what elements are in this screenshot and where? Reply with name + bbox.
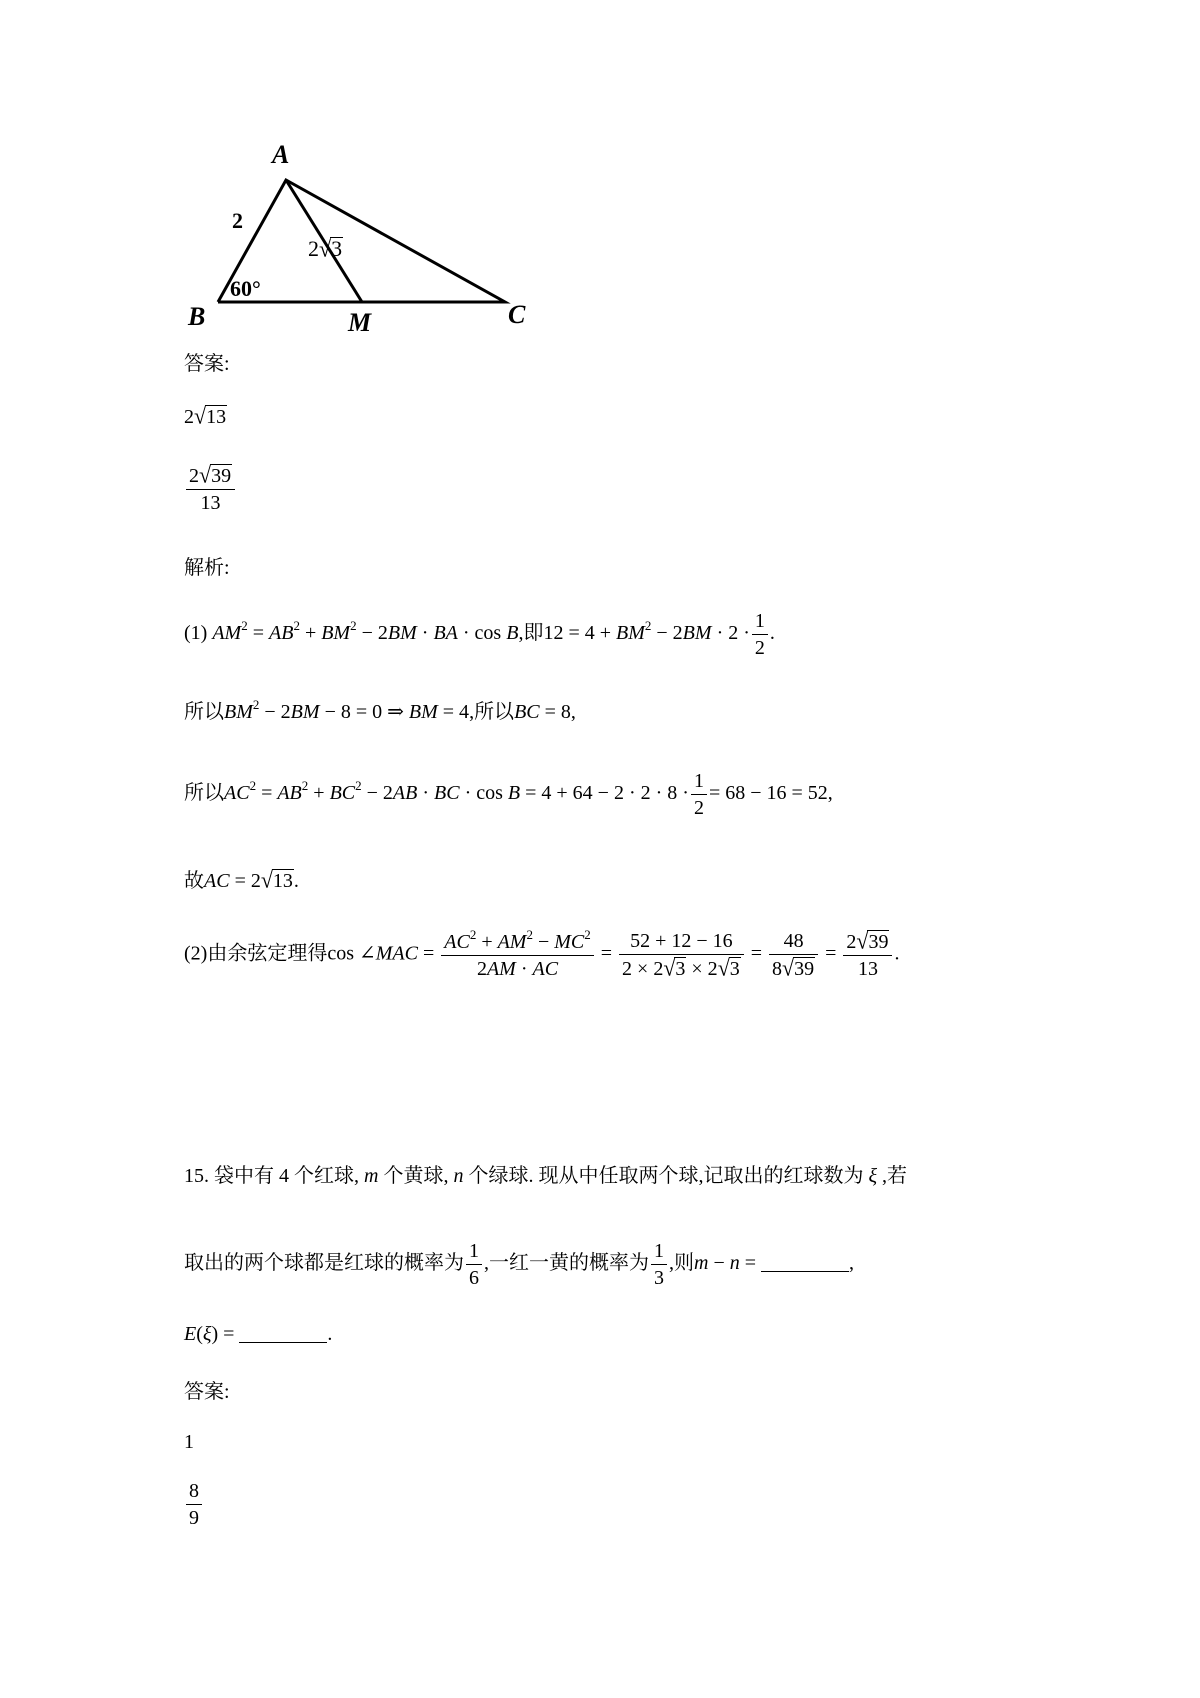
vertex-label-A: A: [272, 140, 290, 169]
q14-step-1: (1) $AM^2 = AB^2 + BM^2 - 2BM$ · BA · cos B,即$12 = 4 + BM^2 - 2BM \cdot 2$ · $\frac{1}{2}$ .: [184, 610, 775, 659]
step2-mid: ,所以: [469, 701, 515, 723]
vertex-label-B: B: [188, 302, 206, 331]
cos-fraction-2: $\frac{52 + 12 - 16}{2 \times 2√3 \times 2√3}$: [619, 930, 744, 980]
ans2-num-coef: 2: [189, 465, 199, 487]
answer-blank-2[interactable]: [239, 1324, 327, 1343]
ans2-denominator: 13: [200, 492, 221, 514]
q14-step-2: 所以$BM^2 - 2BM - 8 = 0$ ⇒ BM = 4,所以BC = 8,: [184, 697, 576, 723]
step1-mid: ,即: [518, 622, 544, 645]
cos-fraction-3: $\frac{48}{8√39}$: [769, 930, 818, 980]
q15-text-a: 15. 袋中有 4 个红球,: [184, 1165, 359, 1187]
half-fraction: $\frac{1}{2}$: [752, 610, 768, 659]
ans2-numerator: [186, 461, 235, 490]
q14-step-3: 所以$AC^2 = AB^2 + BC^2 - 2AB$ · BC · cos B = 4 + 64 − 2 · 2 · 8 · $\frac{1}{2}$ = 68 − 16 = 52,: [184, 770, 833, 819]
step5-prefix: (2)由余弦定理得: [184, 942, 328, 965]
ans2-fraction: [186, 461, 235, 514]
radical-sign-icon: √: [199, 461, 212, 488]
q15-text-b: 个黄球,: [383, 1165, 449, 1187]
median-length-label: [308, 236, 343, 262]
step2-prefix: 所以: [184, 701, 224, 723]
step4-prefix: 故: [184, 870, 204, 892]
q15-ans2-fraction: [186, 1480, 202, 1529]
ans2-num-radicand: 39: [211, 465, 232, 487]
q15-answer-label: 答案:: [184, 1381, 230, 1403]
q15-answer-2: [184, 1480, 204, 1529]
vertex-label-C: C: [508, 300, 526, 329]
q14-answer-1: [184, 404, 227, 429]
q14-answer-2: [184, 461, 237, 514]
step1-prefix: (1): [184, 622, 208, 645]
angle-label-B: 60°: [230, 276, 261, 301]
q15-answer-1: 1: [184, 1431, 194, 1453]
q14-answer-label: 答案:: [184, 353, 230, 375]
point-label-M: M: [348, 308, 372, 337]
q14-step-5: (2)由余弦定理得cos ∠MAC = $\frac{AC^2 + AM^2 - MC^2}{2AM \cdot AC}$ = $\frac{52 + 12 - 16}{2 \times 2√3 \times 2√3}$ = $\frac{48}{8√39}$ = $\frac{2√39}{13}$ .: [184, 926, 900, 981]
q15-line-2: 取出的两个球都是红球的概率为 $\frac{1}{6}$ ,一红一黄的概率为 $\frac{1}{3}$ ,则m − n = ,: [184, 1240, 855, 1289]
q15-text-c: 个绿球. 现从中任取两个球,记取出的红球数为: [468, 1165, 864, 1187]
ans1-coef: 2: [184, 406, 194, 428]
prob-red-red: $\frac{1}{6}$: [466, 1240, 482, 1289]
half-fraction-2: $\frac{1}{2}$: [691, 770, 707, 819]
q15-ans2-den: 9: [189, 1507, 199, 1529]
step3-prefix: 所以: [184, 782, 224, 805]
radical-sign-icon: √: [319, 235, 332, 262]
radical-sign-icon: √: [260, 866, 273, 893]
median-radicand: 3: [331, 236, 343, 261]
radical-sign-icon: √: [194, 402, 207, 429]
median-coef: 2: [308, 236, 319, 261]
cos-fraction-1: $\frac{AC^2 + AM^2 - MC^2}{2AM \cdot AC}$: [441, 931, 594, 980]
ans1-radicand: 13: [206, 406, 227, 428]
q15-line-1: 15. 袋中有 4 个红球, m 个黄球, n 个绿球. 现从中任取两个球,记取出的红球数为 ξ ,若: [184, 1165, 908, 1187]
answer-blank-1[interactable]: [761, 1253, 849, 1272]
side-label-AB: 2: [232, 208, 243, 233]
q15-text-e: 取出的两个球都是红球的概率为: [184, 1252, 464, 1275]
q14-step-4: 故AC = 2√13.: [184, 866, 299, 893]
triangle-figure: [170, 140, 530, 340]
triangle-outline: [218, 180, 505, 302]
q15-text-g: ,则: [669, 1252, 694, 1275]
q15-line-3: E(ξ) = .: [184, 1323, 333, 1345]
q15-ans2-num: 8: [186, 1480, 202, 1505]
prob-red-yellow: $\frac{1}{3}$: [651, 1240, 667, 1289]
q15-text-f: ,一红一黄的概率为: [484, 1252, 649, 1275]
cos-fraction-4: $\frac{2√39}{13}$: [843, 930, 892, 980]
q14-analysis-label: 解析:: [184, 557, 230, 579]
q15-text-d: ,若: [882, 1165, 908, 1187]
ac-radicand: 13: [272, 870, 293, 892]
